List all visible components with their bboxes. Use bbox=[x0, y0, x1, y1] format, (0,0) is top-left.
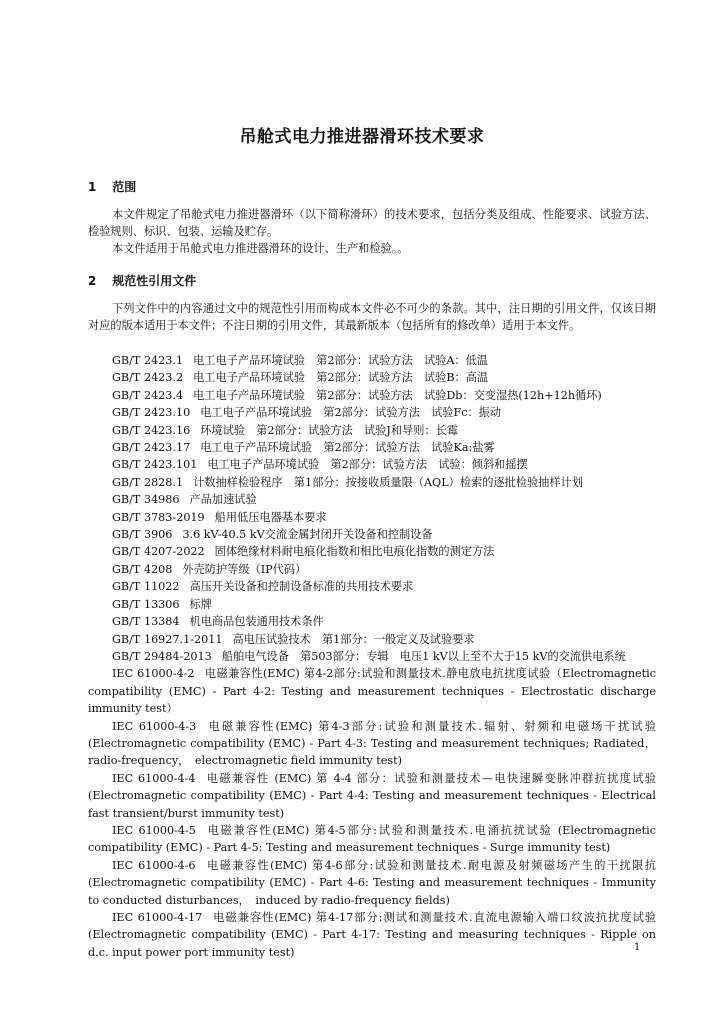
reference-code: GB/T 13384 bbox=[112, 615, 180, 629]
reference-code: GB/T 2423.2 bbox=[112, 371, 184, 385]
reference-item bbox=[88, 404, 656, 421]
reference-code: GB/T 11022 bbox=[112, 580, 180, 594]
reference-item bbox=[88, 648, 656, 665]
reference-item bbox=[88, 369, 656, 386]
reference-code: GB/T 29484-2013 bbox=[112, 649, 212, 663]
reference-item bbox=[88, 387, 656, 404]
reference-title: 电工电子产品环境试验 第2部分：试验方法 试验Db：交变湿热(12h+12h循环) bbox=[193, 388, 602, 402]
reference-code: GB/T 2423.10 bbox=[112, 406, 191, 420]
reference-title: 外壳防护等级（IP代码） bbox=[182, 562, 307, 576]
reference-title: 电磁兼容性(EMC) 第4-2部分:试验和测量技术.静电放电抗扰度试验（Electromagnetic compatibility (EMC) - Part 4-2: Testing and measurement techniques - Electrostatic discharge immunity test） bbox=[88, 667, 656, 716]
reference-code: IEC 61000-4-5 bbox=[112, 823, 196, 837]
reference-title: 电磁兼容性(EMC) 第4-3部分:试验和测量技术.辐射、射频和电磁场干扰试验 (Electromagnetic compatibility (EMC) - Part 4-3: Testing and measurement techniques; Radiated，radio-frequency， electromagnetic field immunity test) bbox=[88, 719, 656, 768]
reference-code: IEC 61000-4-3 bbox=[112, 719, 197, 733]
section-heading-normative-references bbox=[88, 272, 196, 289]
reference-item bbox=[88, 770, 656, 822]
reference-item bbox=[88, 474, 656, 491]
reference-code: GB/T 2423.101 bbox=[112, 458, 198, 472]
references-intro: 下列文件中的内容通过文中的规范性引用而构成本文件必不可少的条款。其中，注日期的引用文件，仅该日期对应的版本适用于本文件；不注日期的引用文件，其最新版本（包括所有的修改单）适用于本文件。 bbox=[88, 302, 656, 333]
reference-title: 高压开关设备和控制设备标准的共用技术要求 bbox=[189, 580, 414, 594]
reference-title: 电工电子产品环境试验 第2部分：试验方法 试验B：高温 bbox=[193, 371, 489, 385]
reference-code: IEC 61000-4-6 bbox=[112, 858, 196, 872]
reference-title: 计数抽样检验程序 第1部分：按接收质量限（AQL）检索的逐批检验抽样计划 bbox=[193, 475, 583, 489]
document-title: 吊舱式电力推进器滑环技术要求 bbox=[239, 127, 485, 147]
reference-item bbox=[88, 909, 656, 961]
reference-code: GB/T 2423.16 bbox=[112, 423, 191, 437]
reference-code: GB/T 2423.1 bbox=[112, 354, 184, 367]
reference-title: 高电压试验技术 第1部分：一般定义及试验要求 bbox=[232, 632, 475, 646]
reference-code: GB/T 34986 bbox=[112, 493, 180, 507]
reference-item bbox=[88, 456, 656, 473]
reference-title: 电磁兼容性(EMC) 第4-6部分:试验和测量技术.耐电源及射频磁场产生的干扰限抗 (Electromagnetic compatibility (EMC) - Part 4-6: Testing and measurement techniques - Immunity to conducted disturbances， induced by radio-frequency fields) bbox=[88, 858, 656, 907]
reference-title: 电磁兼容性(EMC) 第4-17部分:测试和测量技术.直流电源输入端口纹波抗扰度试验 (Electromagnetic compatibility (EMC) - Part 4-17: Testing and measuring techniques - Ripple on d.c. input power port immunity test) bbox=[88, 911, 656, 959]
reference-title: 产品加速试验 bbox=[189, 493, 257, 507]
reference-item bbox=[88, 543, 656, 560]
section-heading-scope bbox=[88, 178, 136, 195]
reference-item bbox=[88, 596, 656, 613]
reference-title: 船用低压电器基本要求 bbox=[214, 510, 327, 524]
reference-item bbox=[88, 509, 656, 526]
reference-item bbox=[88, 631, 656, 648]
reference-title: 标牌 bbox=[189, 597, 212, 611]
reference-item bbox=[88, 718, 656, 770]
reference-title: 环境试验 第2部分：试验方法 试验J和导则：长霉 bbox=[200, 423, 458, 437]
scope-paragraph-1: 本文件规定了吊舱式电力推进器滑环（以下简称滑环）的技术要求，包括分类及组成、性能要求、试验方法、检验规则、标识、包装、运输及贮存。 bbox=[88, 208, 656, 239]
reference-code: GB/T 2423.17 bbox=[112, 441, 191, 455]
reference-code: GB/T 3906 bbox=[112, 528, 173, 542]
reference-item bbox=[88, 352, 656, 369]
reference-code: GB/T 16927.1-2011 bbox=[112, 632, 223, 646]
reference-title: 电工电子产品环境试验 第2部分：试验方法 试验：倾斜和摇摆 bbox=[207, 458, 528, 472]
reference-title: 电工电子产品环境试验 第2部分：试验方法 试验A：低温 bbox=[193, 354, 488, 367]
reference-title: 电工电子产品环境试验 第2部分：试验方法 试验Fc：振动 bbox=[200, 406, 502, 420]
reference-code: GB/T 13306 bbox=[112, 597, 180, 611]
reference-title: 电磁兼容性(EMC) 第4-5部分:试验和测量技术.电涌抗扰试验 (Electromagnetic compatibility (EMC) - Part 4-5: Testing and measurement techniques - Surge immunity test) bbox=[88, 823, 656, 855]
reference-item bbox=[88, 857, 656, 909]
reference-item bbox=[88, 422, 656, 439]
reference-title: 机电商品包装通用技术条件 bbox=[189, 615, 324, 629]
reference-title: 3.6 kV-40.5 kV交流金属封闭开关设备和控制设备 bbox=[182, 528, 433, 542]
section-number: 2 bbox=[88, 274, 97, 288]
reference-code: IEC 61000-4-17 bbox=[112, 911, 203, 924]
reference-item bbox=[88, 491, 656, 508]
reference-code: IEC 61000-4-2 bbox=[112, 667, 195, 681]
reference-item bbox=[88, 613, 656, 630]
reference-title: 电磁兼容性 (EMC) 第 4-4 部分：试验和测量技术—电快速瞬变脉冲群抗扰度试验 (Electromagnetic compatibility (EMC) - Part 4-4: Testing and measurement techniques - Electrical fast transient/burst immunity test) bbox=[88, 771, 656, 820]
reference-item bbox=[88, 665, 656, 717]
reference-code: GB/T 4207-2022 bbox=[112, 545, 205, 559]
reference-title: 固体绝缘材料耐电痕化指数和相比电痕化指数的测定方法 bbox=[214, 545, 495, 559]
section-title: 规范性引用文件 bbox=[112, 274, 197, 288]
reference-code: IEC 61000-4-4 bbox=[112, 771, 196, 785]
reference-item bbox=[88, 578, 656, 595]
reference-title: 船舶电气设备 第503部分：专辑 电压1 kV以上至不大于15 kV的交流供电系统 bbox=[221, 649, 626, 663]
reference-code: GB/T 4208 bbox=[112, 562, 173, 576]
section-title: 范围 bbox=[112, 180, 137, 194]
reference-code: GB/T 2828.1 bbox=[112, 475, 184, 489]
reference-code: GB/T 2423.4 bbox=[112, 388, 184, 402]
reference-list bbox=[88, 352, 656, 961]
reference-item bbox=[88, 439, 656, 456]
reference-item bbox=[88, 526, 656, 543]
reference-item bbox=[88, 822, 656, 857]
reference-item bbox=[88, 561, 656, 578]
page-number: 1 bbox=[634, 942, 641, 953]
reference-title: 电工电子产品环境试验 第2部分：试验方法 试验Ka:盐雾 bbox=[200, 441, 495, 455]
scope-paragraph-2: 本文件适用于吊舱式电力推进器滑环的设计、生产和检验。。 bbox=[112, 242, 409, 255]
reference-code: GB/T 3783-2019 bbox=[112, 510, 205, 524]
section-number: 1 bbox=[88, 180, 97, 194]
